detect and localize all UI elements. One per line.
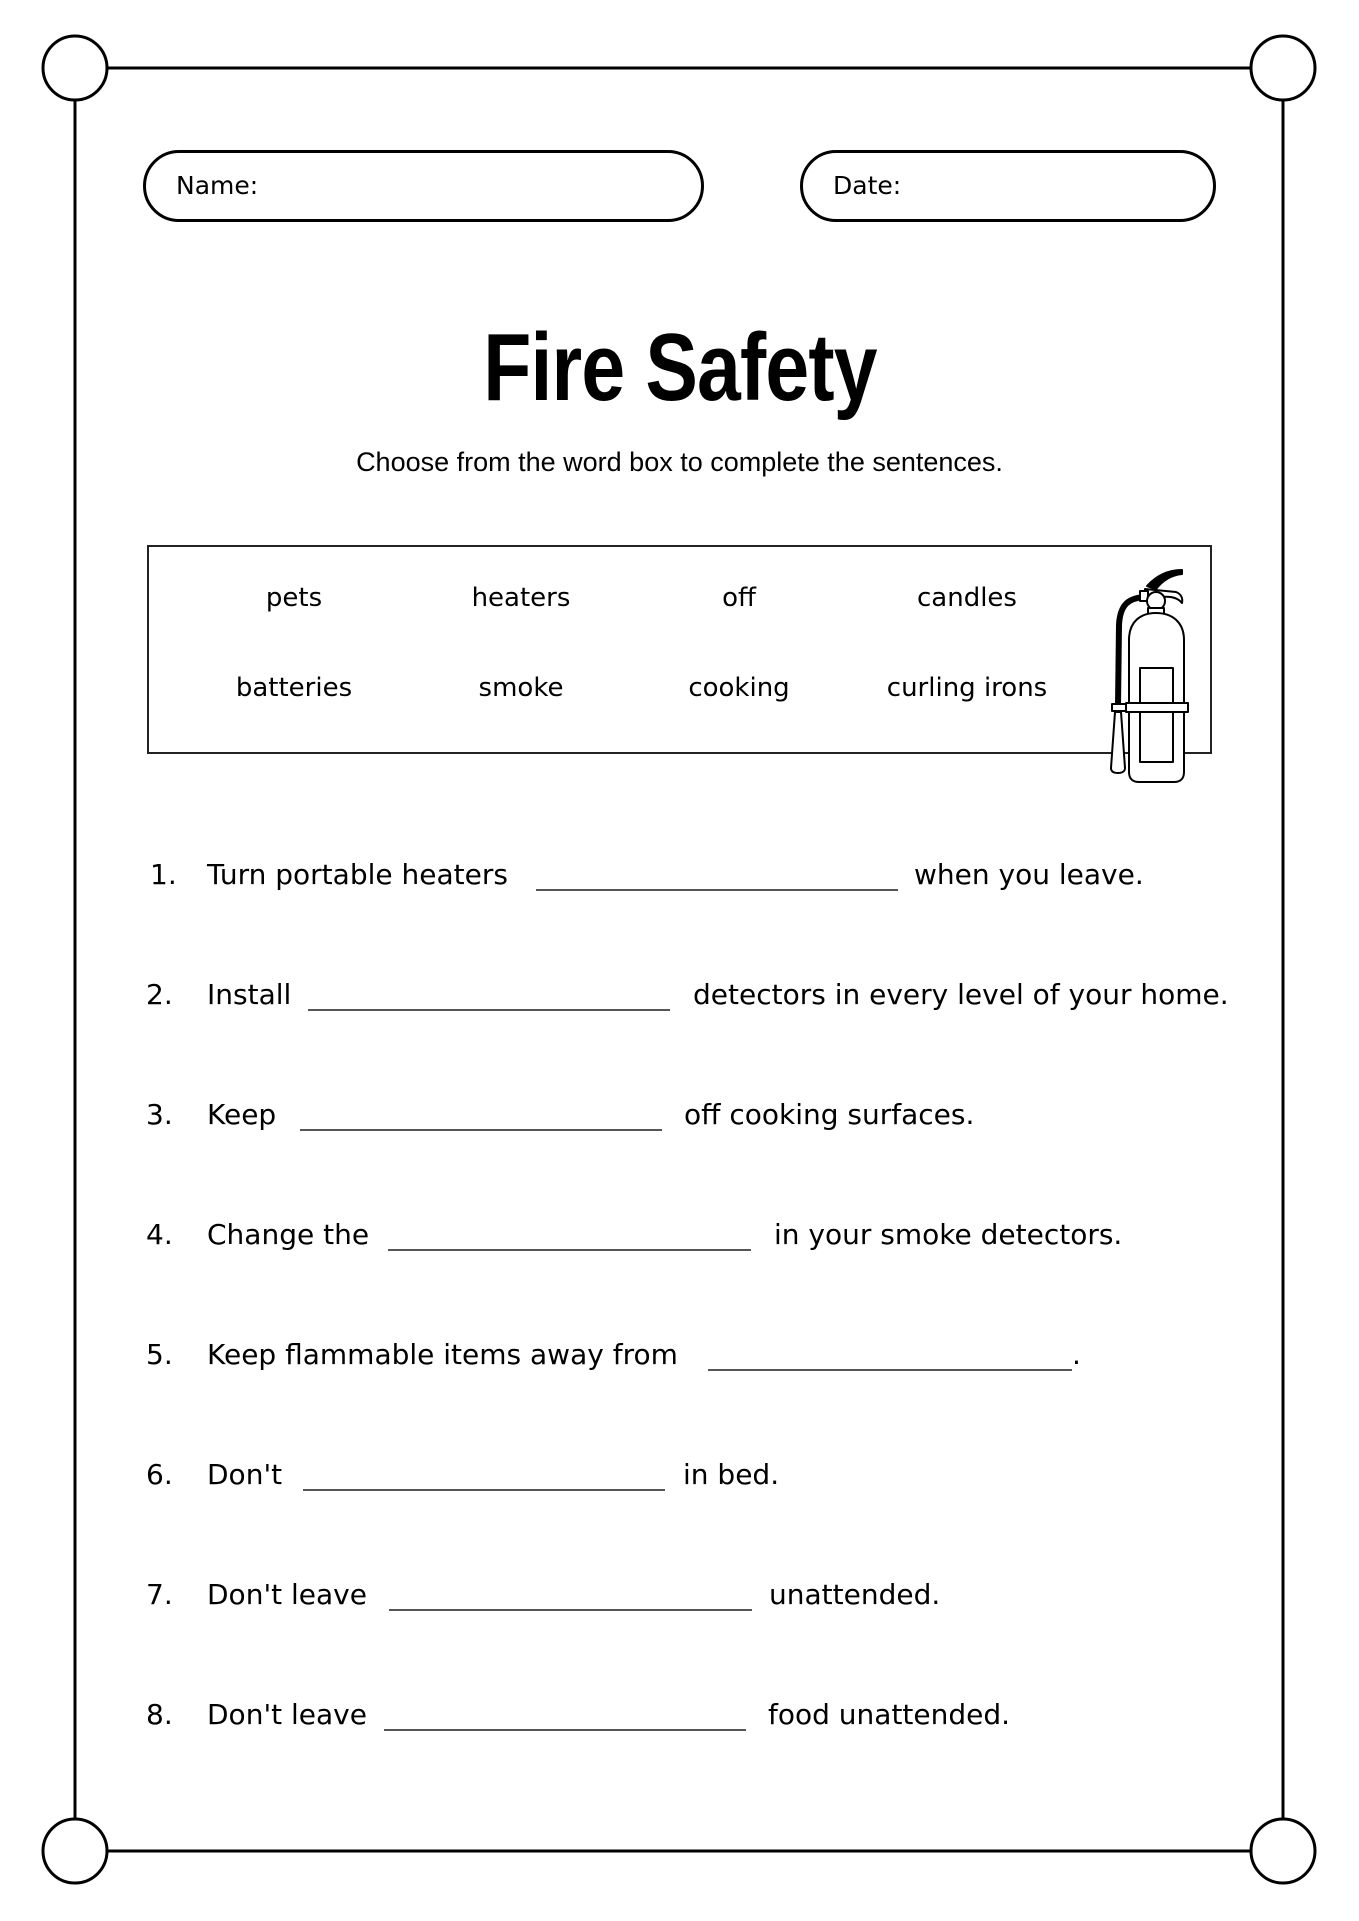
sentence-6 bbox=[0, 1458, 1359, 1498]
sentence-text-before: Keep flammable items away from bbox=[207, 1338, 678, 1371]
sentence-text-after: . bbox=[1072, 1338, 1081, 1371]
answer-blank[interactable] bbox=[300, 1129, 662, 1131]
answer-blank[interactable] bbox=[308, 1009, 670, 1011]
sentence-text-before: Keep bbox=[207, 1098, 277, 1131]
sentence-number: 1. bbox=[150, 858, 177, 891]
date-input[interactable] bbox=[913, 167, 1173, 207]
sentence-text-before: Don't leave bbox=[207, 1698, 367, 1731]
sentence-1 bbox=[0, 858, 1359, 898]
answer-blank[interactable] bbox=[388, 1249, 751, 1251]
corner-circle-top-right bbox=[1251, 36, 1315, 100]
sentence-number: 8. bbox=[146, 1698, 173, 1731]
sentence-number: 3. bbox=[146, 1098, 173, 1131]
sentence-number: 6. bbox=[146, 1458, 173, 1491]
name-input[interactable] bbox=[266, 167, 661, 207]
name-field-box bbox=[143, 150, 704, 222]
corner-circle-bottom-right bbox=[1251, 1819, 1315, 1883]
sentence-7 bbox=[0, 1578, 1359, 1618]
word-bank-item: heaters bbox=[471, 583, 571, 613]
fire-extinguisher-icon bbox=[1100, 565, 1200, 790]
sentence-text-before: Don't bbox=[207, 1458, 283, 1491]
sentence-number: 2. bbox=[146, 978, 173, 1011]
sentence-2 bbox=[0, 978, 1359, 1018]
page-title-text: Fire Safety bbox=[482, 314, 877, 421]
corner-circle-top-left bbox=[43, 36, 107, 100]
sentence-text-after: food unattended. bbox=[768, 1698, 1011, 1731]
sentence-text-before: Install bbox=[207, 978, 292, 1011]
date-field-box bbox=[800, 150, 1216, 222]
sentence-text-before: Don't leave bbox=[207, 1578, 367, 1611]
sentence-text-after: in your smoke detectors. bbox=[774, 1218, 1123, 1251]
word-box bbox=[147, 545, 1212, 754]
sentence-number: 5. bbox=[146, 1338, 173, 1371]
sentence-text-after: unattended. bbox=[769, 1578, 941, 1611]
sentence-8 bbox=[0, 1698, 1359, 1738]
word-bank-item: cooking bbox=[688, 673, 790, 703]
word-bank-item: pets bbox=[265, 583, 323, 613]
sentence-5 bbox=[0, 1338, 1359, 1378]
sentence-3 bbox=[0, 1098, 1359, 1138]
sentence-text-before: Turn portable heaters bbox=[207, 858, 508, 891]
name-label: Name: bbox=[176, 171, 259, 200]
sentence-number: 4. bbox=[146, 1218, 173, 1251]
sentence-number: 7. bbox=[146, 1578, 173, 1611]
sentence-text-before: Change the bbox=[207, 1218, 370, 1251]
word-bank-item: candles bbox=[917, 583, 1017, 613]
answer-blank[interactable] bbox=[384, 1729, 746, 1731]
date-label: Date: bbox=[833, 171, 902, 200]
word-bank-item: curling irons bbox=[886, 673, 1048, 703]
sentence-4 bbox=[0, 1218, 1359, 1258]
answer-blank[interactable] bbox=[536, 889, 898, 891]
sentence-text-after: detectors in every level of your home. bbox=[693, 978, 1229, 1011]
corner-circle-bottom-left bbox=[43, 1819, 107, 1883]
word-bank-item: smoke bbox=[478, 673, 564, 703]
sentence-text-after: in bed. bbox=[683, 1458, 780, 1491]
sentence-text-after: when you leave. bbox=[914, 858, 1144, 891]
answer-blank[interactable] bbox=[708, 1369, 1072, 1371]
page-title bbox=[0, 314, 1359, 421]
answer-blank[interactable] bbox=[303, 1489, 665, 1491]
instructions: Choose from the word box to complete the sentences. bbox=[356, 447, 1003, 477]
answer-blank[interactable] bbox=[389, 1609, 752, 1611]
word-bank-item: off bbox=[722, 583, 756, 613]
sentence-text-after: off cooking surfaces. bbox=[684, 1098, 975, 1131]
word-bank-item: batteries bbox=[235, 673, 353, 703]
